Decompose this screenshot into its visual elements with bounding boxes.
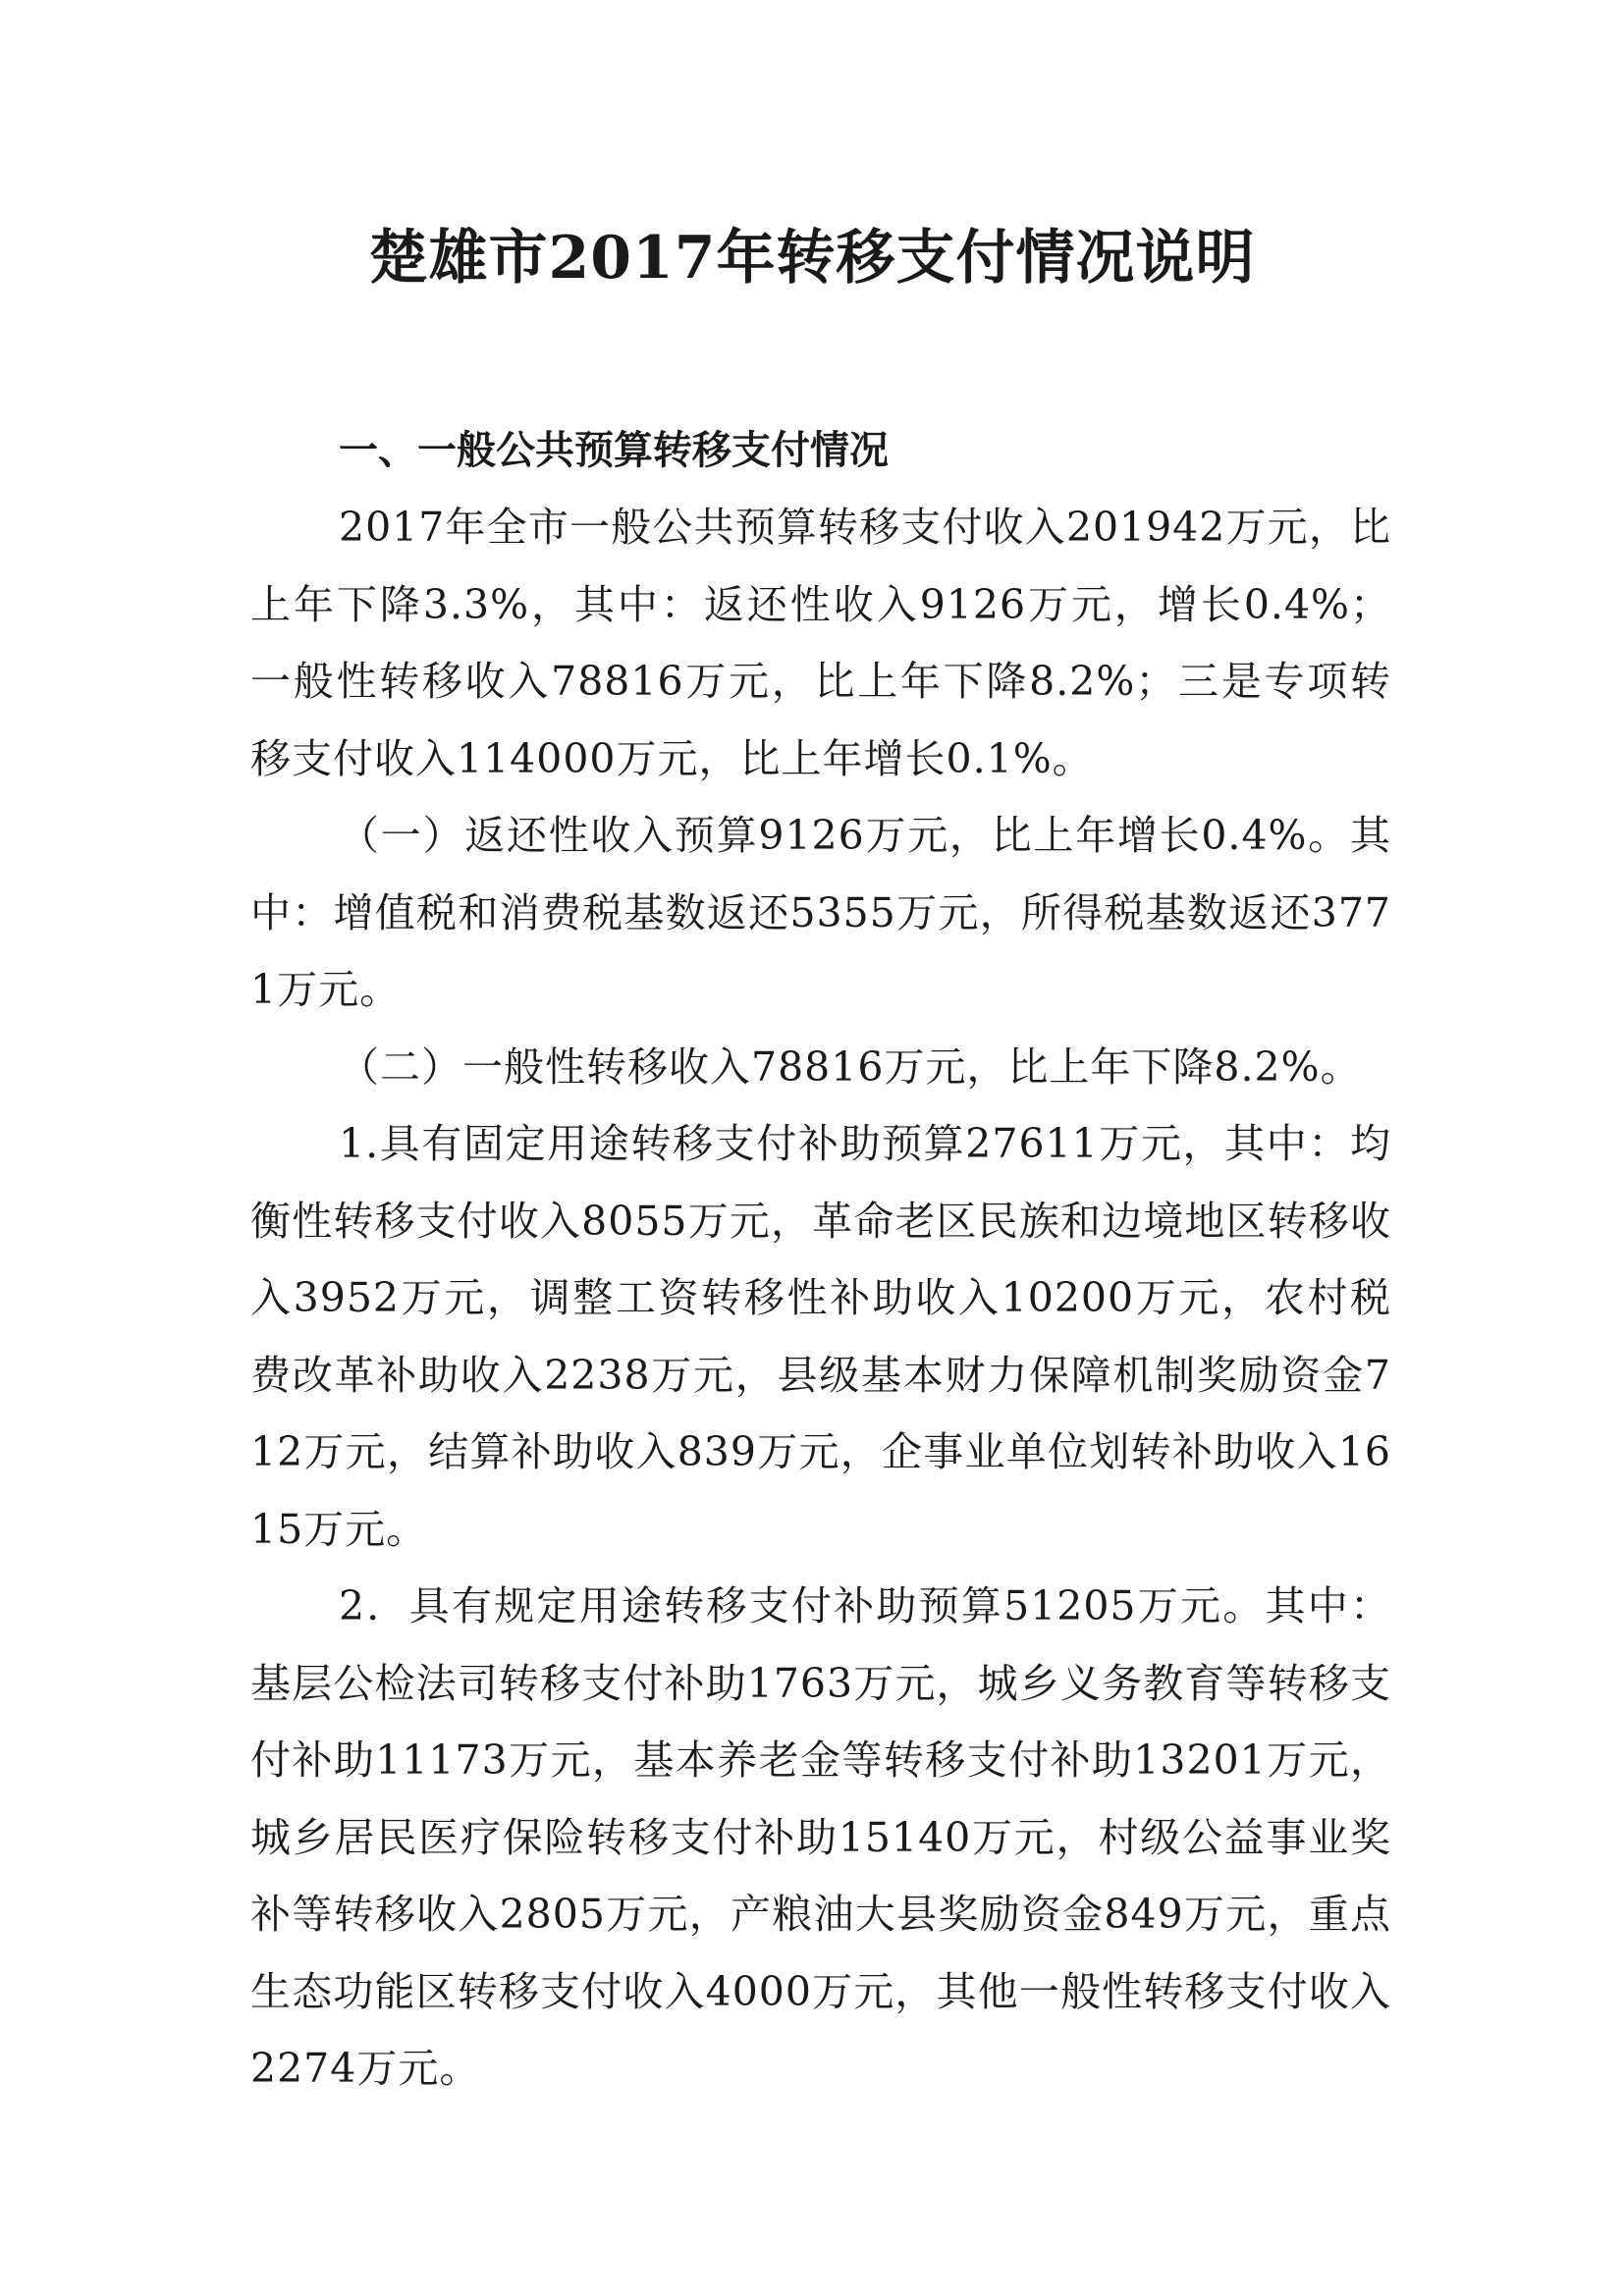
section-heading: 一、一般公共预算转移支付情况 xyxy=(339,428,889,473)
paragraph-specified-use-subsidy: 2．具有规定用途转移支付补助预算51205万元。其中：基层公检法司转移支付补助1763万元，城乡义务教育等转移支付补助11173万元，基本养老金等转移支付补助13201万元，城乡居民医疗保险转移支付补助15140万元，村级公益事业奖补等转移收入2805万元，产粮油大县奖励资金849万元，重点生态功能区转移支付收入4000万元，其他一般性转移支付收入2274万元。 xyxy=(250,1582,1391,2092)
paragraph-summary: 2017年全市一般公共预算转移支付收入201942万元，比上年下降3.3%，其中：返还性收入9126万元，增长0.4%；一般性转移收入78816万元，比上年下降8.2%；三是专项转移支付收入114000万元，比上年增长0.1%。 xyxy=(250,504,1391,782)
document-body xyxy=(250,412,1391,2108)
paragraph-general-transfer: （二）一般性转移收入78816万元，比上年下降8.2%。 xyxy=(339,1042,1362,1091)
document-title: 楚雄市2017年转移支付情况说明 xyxy=(368,224,1256,293)
paragraph-fixed-use-subsidy: 1.具有固定用途转移支付补助预算27611万元，其中：均衡性转移支付收入8055万元，革命老区民族和边境地区转移收入3952万元，调整工资转移性补助收入10200万元，农村税费改革补助收入2238万元，县级基本财力保障机制奖励资金712万元，结算补助收入839万元，企事业单位划转补助收入1615万元。 xyxy=(250,1120,1391,1553)
paragraph-return-revenue: （一）返还性收入预算9126万元，比上年增长0.4%。其中：增值税和消费税基数返还5355万元，所得税基数返还3771万元。 xyxy=(250,812,1391,1013)
